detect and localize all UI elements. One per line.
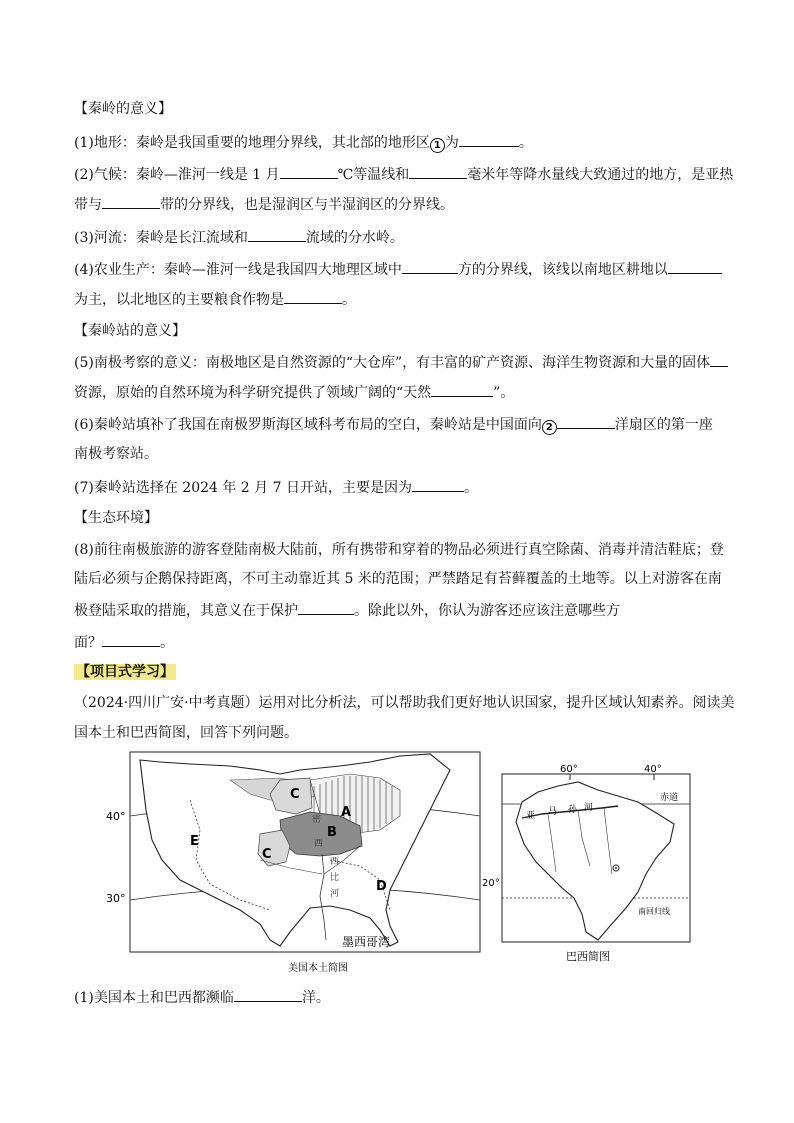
- answer-blank[interactable]: [710, 353, 728, 367]
- question-3: (3)河流：秦岭是长江流域和 流域的分水岭。: [74, 230, 404, 246]
- river-char: 西: [314, 839, 324, 849]
- answer-blank[interactable]: [557, 415, 615, 429]
- answer-blank[interactable]: [102, 633, 160, 647]
- question-4: (4)农业生产：秦岭—淮河一线是我国四大地理区域中 方的分界线，该线以南地区耕地以: [74, 260, 722, 279]
- question-9: (1)美国本土和巴西都濒临 洋。: [74, 990, 330, 1006]
- answer-blank[interactable]: [234, 988, 302, 1002]
- lon-60-label: 60°: [560, 764, 578, 775]
- lat-40-label: 40°: [106, 810, 126, 823]
- us-map-caption: 美国本土简图: [288, 963, 348, 974]
- lon-40-label: 40°: [644, 764, 662, 775]
- question-8-cont: 陆后必须与企鹅保持距离，不可主动靠近其 5 米的范围；严禁踏足有苔藓覆盖的土地等。以上对游客在南: [74, 571, 722, 587]
- answer-blank[interactable]: [459, 133, 519, 147]
- answer-blank[interactable]: [402, 260, 458, 274]
- question-2-cont: 带与 带的分界线，也是湿润区与半湿润区的分界线。: [74, 197, 454, 213]
- answer-blank[interactable]: [298, 601, 354, 615]
- river-char: 亚: [526, 811, 536, 821]
- question-6-cont: 南极考察站。: [74, 446, 158, 462]
- river-char: 西: [330, 857, 340, 867]
- intro-text: （2024·四川广安·中考真题）运用对比分析法，可以帮助我们更好地认识国家，提升区域认知素养。阅读美: [74, 695, 735, 711]
- answer-blank[interactable]: [280, 165, 338, 179]
- question-4-cont: 为主，以北地区的主要粮食作物是 。: [74, 292, 356, 308]
- map-label-e: E: [190, 834, 199, 849]
- question-2: (2)气候：秦岭—淮河一线是 1 月 ℃等温线和 毫米年等降水量线大致通过的地方，是亚热: [74, 167, 734, 183]
- river-char: 河: [584, 803, 594, 813]
- brazil-map: [478, 762, 698, 968]
- us-map: [100, 750, 490, 982]
- section-heading-ecology: 【生态环境】: [74, 510, 158, 526]
- equator-label: 赤道: [660, 793, 679, 803]
- circled-number-2: 2: [542, 420, 557, 435]
- question-8-cont2: 极登陆采取的措施，其意义在于保护 。除此以外，你认为游客还应该注意哪些方: [74, 603, 620, 619]
- lat-30-label: 30°: [106, 892, 126, 905]
- map-label-d: D: [376, 879, 387, 894]
- map-label-c2: C: [262, 847, 272, 862]
- question-8-cont3: 面？ 。: [74, 635, 174, 651]
- lat-20-label: 20°: [482, 878, 500, 889]
- answer-blank[interactable]: [409, 165, 467, 179]
- tropic-label: 南回归线: [638, 907, 670, 916]
- section-heading-station-meaning: 【秦岭站的意义】: [74, 323, 186, 339]
- answer-blank[interactable]: [284, 290, 342, 304]
- map-label-c1: C: [290, 787, 300, 802]
- river-char: 河: [330, 889, 340, 899]
- map-label-b: B: [327, 825, 337, 840]
- brazil-map-caption: 巴西简图: [566, 950, 610, 963]
- question-6: (6)秦岭站填补了我国在南极罗斯海区域科考布局的空白，秦岭站是中国面向 2 洋扇区的第一座: [74, 417, 713, 433]
- answer-blank[interactable]: [248, 228, 306, 242]
- intro-text-cont: 国本土和巴西简图，回答下列问题。: [74, 725, 298, 741]
- river-char: 马: [548, 807, 558, 817]
- question-8: (8)前往南极旅游的游客登陆南极大陆前，所有携带和穿着的物品必须进行真空除菌、消毒并清洁鞋底；登: [74, 542, 724, 558]
- question-5-cont: 资源，原始的自然环境为科学研究提供了领域广阔的“天然 ”。: [74, 385, 515, 401]
- answer-blank[interactable]: [412, 478, 464, 492]
- answer-blank[interactable]: [431, 383, 493, 397]
- answer-blank[interactable]: [668, 260, 722, 274]
- section-heading-project-learning: 【项目式学习】: [76, 664, 174, 680]
- question-5: (5)南极考察的意义：南极地区是自然资源的“大仓库”，有丰富的矿产资源、海洋生物资源和大量的固体: [74, 353, 728, 372]
- answer-blank[interactable]: [102, 195, 160, 209]
- section-heading-qinling-meaning: 【秦岭的意义】: [74, 101, 172, 117]
- river-char: 密: [312, 815, 322, 825]
- river-char: 孙: [568, 805, 578, 815]
- question-1: (1)地形：秦岭是我国重要的地理分界线，其北部的地形区 1 为 。: [74, 135, 533, 151]
- gulf-label: 墨西哥湾: [342, 935, 391, 949]
- question-7: (7)秦岭站选择在 2024 年 2 月 7 日开站，主要是因为 。: [74, 480, 478, 496]
- map-label-a: A: [341, 805, 352, 820]
- river-char: 比: [330, 873, 340, 883]
- circled-number-1: 1: [430, 138, 445, 153]
